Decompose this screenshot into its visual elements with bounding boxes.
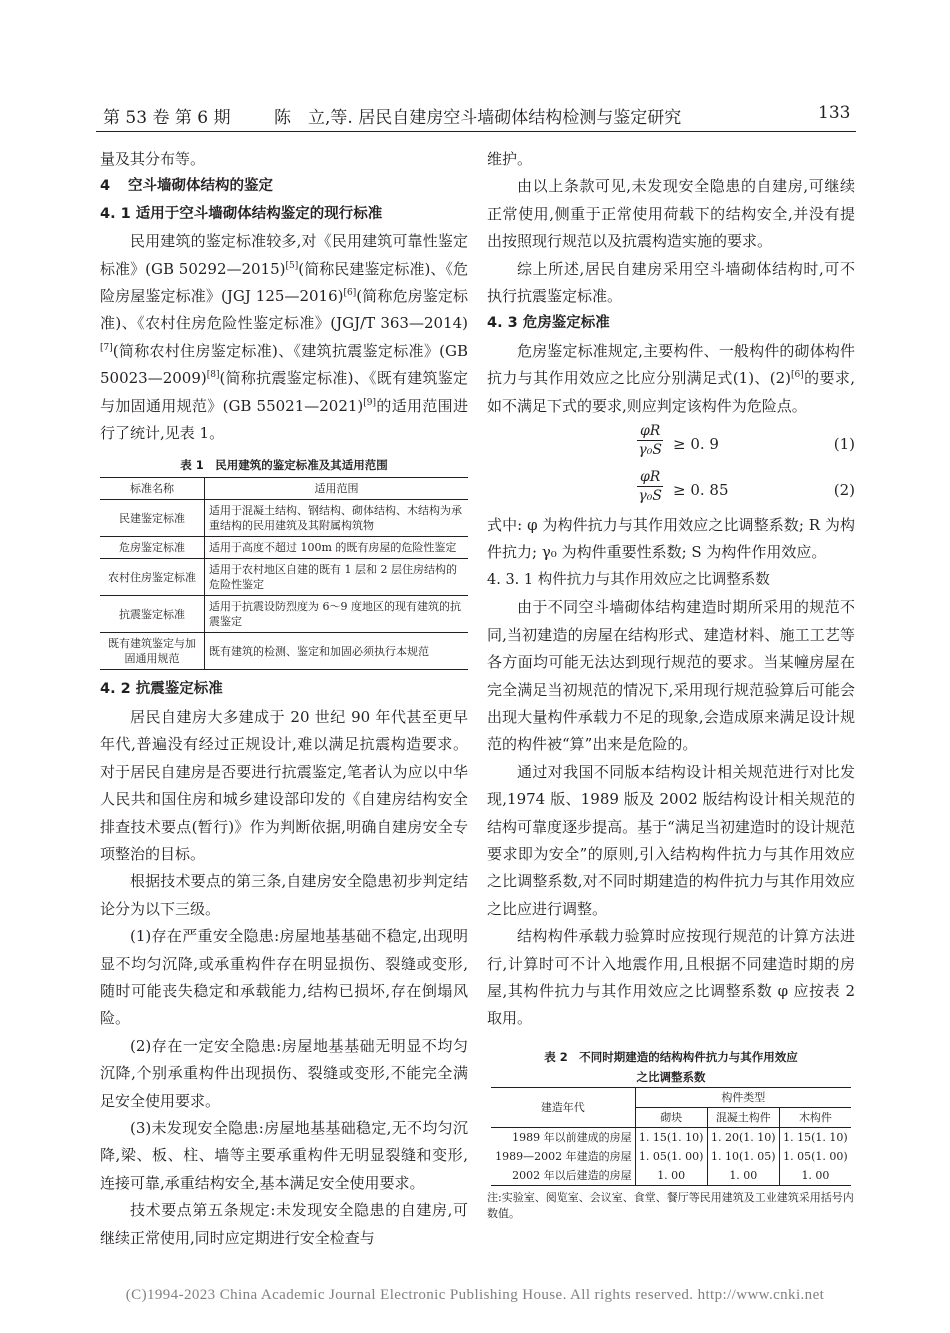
header-rule [96, 131, 856, 132]
table-caption: 表 1 民用建筑的鉴定标准及其适用范围 [180, 458, 388, 473]
table-caption: 表 2 不同时期建造的结构构件抗力与其作用效应 [544, 1049, 798, 1064]
table-row: 危房鉴定标准 适用于高度不超过 100m 的既有房屋的危险性鉴定 [100, 537, 468, 559]
eq-rhs: ≥ 0. 9 [673, 435, 719, 454]
subsection-heading: 4. 1 适用于空斗墙砌体结构鉴定的现行标准 [100, 205, 383, 222]
subsection-heading: 4. 3 危房鉴定标准 [487, 315, 610, 332]
table-header: 木构件 [779, 1107, 851, 1127]
citation[interactable]: [7] [100, 342, 113, 353]
paragraph: 居民自建房大多建成于 20 世纪 90 年代甚至更早年代,普遍没有经过正规设计,难以满足抗震构造要求。对于居民自建房是否要进行抗震鉴定,笔者认为应以中华人民共和国住房和城乡建设部印发的《自建房结构安全排查技术要点(暂行)》作为判断依据,明确自建房安全专项整治的目标。 [100, 707, 468, 863]
paragraph: (2)存在一定安全隐患:房屋地基基础无明显不均匀沉降,个别承重构件出现损伤、裂缝或变形,不能完全满足安全使用要求。 [100, 1036, 468, 1110]
eq-label: (1) [833, 435, 855, 454]
eq-rhs: ≥ 0. 85 [673, 481, 729, 500]
citation[interactable]: [6] [343, 288, 357, 299]
table-row: 2002 年以后建造的房屋 1. 00 1. 00 1. 00 [491, 1166, 851, 1186]
table-row: 抗震鉴定标准 适用于抗震设防烈度为 6～9 度地区的现有建筑的抗震鉴定 [100, 596, 468, 633]
table-row: 1989 年以前建成的房屋 1. 15(1. 10) 1. 20(1. 10) 1. 15(1. 10) [491, 1127, 851, 1147]
eq-denominator: γ₀S [638, 442, 662, 459]
table-row: 1989—2002 年建造的房屋 1. 05(1. 00) 1. 10(1. 05) 1. 05(1. 00) [491, 1147, 851, 1166]
copyright-footer: (C)1994-2023 China Academic Journal Electronic Publishing House. All rights reserved. http://www.cnki.net [125, 1287, 825, 1303]
eq-label: (2) [833, 481, 855, 500]
citation[interactable]: [8] [206, 370, 220, 381]
subsection-heading: 4. 2 抗震鉴定标准 [100, 681, 223, 698]
paragraph: 由于不同空斗墙砌体结构建造时期所采用的规范不同,当初建造的房屋在结构形式、建造材料、施工工艺等各方面均可能无法达到现行规范的要求。当某幢房屋在完全满足当初规范的情况下,采用现行规范验算后可能会出现大量构件承载力不足的现象,会造成原来满足设计规范的构件被“算”出来是危险的。 [487, 598, 855, 754]
table-header: 适用范围 [205, 478, 469, 500]
eq-denominator: γ₀S [638, 488, 662, 505]
table-header: 构件类型 [635, 1087, 851, 1107]
eq-numerator: φR [637, 468, 663, 487]
left-column [100, 146, 468, 1252]
citation[interactable]: [5] [285, 260, 299, 271]
paragraph: (1)存在严重安全隐患:房屋地基基础不稳定,出现明显不均匀沉降,或承重构件存在明显损伤、裂缝或变形,随时可能丧失稳定和承载能力,结构已损坏,存在倒塌风险。 [100, 927, 468, 1028]
section-heading: 4 空斗墙砌体结构的鉴定 [100, 178, 273, 195]
table-header: 标准名称 [100, 478, 205, 500]
standards-table [100, 477, 468, 670]
table-header: 建造年代 [491, 1087, 635, 1127]
table-header: 混凝土构件 [707, 1107, 779, 1127]
paragraph: 式中: φ 为构件抗力与其作用效应之比调整系数; R 为构件抗力; γ₀ 为构件重要性系数; S 为构件作用效应。 [487, 516, 855, 562]
running-title: 陈 立,等. 居民自建房空斗墙砌体结构检测与鉴定研究 [274, 108, 682, 128]
table-note: 注:实验室、阅览室、会议室、食堂、餐厅等民用建筑及工业建筑采用括号内数值。 [487, 1190, 854, 1220]
paragraph: 结构构件承载力验算时应按现行规范的计算方法进行,计算时可不计入地震作用,且根据不同建造时期的房屋,其构件抗力与其作用效应之比调整系数 φ 应按表 2 取用。 [487, 927, 855, 1028]
subsubsection-heading: 4. 3. 1 构件抗力与其作用效应之比调整系数 [487, 571, 770, 588]
paragraph: 技术要点第五条规定:未发现安全隐患的自建房,可继续正常使用,同时应定期进行安全检查与 [100, 1201, 468, 1247]
paragraph: 危房鉴定标准规定,主要构件、一般构件的砌体构件抗力与其作用效应之比应分别满足式(1)、(2)[6]的要求,如不满足下式的要求,则应判定该构件为危险点。 [487, 341, 855, 415]
equation-2 [487, 466, 855, 512]
page-number: 133 [818, 103, 851, 123]
paragraph: 根据技术要点的第三条,自建房安全隐患初步判定结论分为以下三级。 [100, 872, 468, 918]
paragraph: 维护。 [487, 150, 533, 168]
paragraph: 通过对我国不同版本结构设计相关规范进行对比发现,1974 版、1989 版及 2002 版结构设计相关规范的结构可靠度逐步提高。基于“满足当初建造时的设计规范要求即为安全”的原则,引入结构构件抗力与其作用效应之比调整系数,对不同时期建造的构件抗力与其作用效应之比应进行调整。 [487, 762, 855, 918]
citation[interactable]: [6] [791, 370, 804, 381]
equation-1 [487, 420, 855, 466]
table-header: 砌块 [635, 1107, 707, 1127]
paragraph: 民用建筑的鉴定标准较多,对《民用建筑可靠性鉴定标准》(GB 50292—2015)[5](简称民建鉴定标准)、《危险房屋鉴定标准》(JGJ 125—2016)[6](简称危房鉴定标准)、《农村住房危险性鉴定标准》(JGJ/T 363—2014)[7](简称农村住房鉴定标准)、《建筑抗震鉴定标准》(GB 50023—2009)[8](简称抗震鉴定标准)、《既有建筑鉴定与加固通用规范》(GB 55021—2021)[9]的适用范围进行了统计,见表 1。 [100, 232, 468, 443]
table-caption-line2: 之比调整系数 [636, 1069, 706, 1084]
paragraph: 由以上条款可见,未发现安全隐患的自建房,可继续正常使用,侧重于正常使用荷载下的结构安全,并没有提出按照现行规范以及抗震构造实施的要求。 [487, 177, 855, 251]
paragraph: 综上所述,居民自建房采用空斗墙砌体结构时,可不执行抗震鉴定标准。 [487, 259, 855, 306]
table-row: 农村住房鉴定标准 适用于农村地区自建的既有 1 层和 2 层住房结构的危险性鉴定 [100, 559, 468, 596]
right-column [487, 146, 855, 1222]
eq-numerator: φR [637, 422, 663, 441]
paragraph: (3)未发现安全隐患:房屋地基基础稳定,无不均匀沉降,梁、板、柱、墙等主要承重构件无明显裂缝和变形,连接可靠,承重结构安全,基本满足安全使用要求。 [100, 1118, 468, 1192]
table-row: 既有建筑鉴定与加固通用规范 既有建筑的检测、鉴定和加固必须执行本规范 [100, 633, 468, 670]
citation[interactable]: [9] [363, 397, 377, 408]
table-row: 民建鉴定标准 适用于混凝土结构、钢结构、砌体结构、木结构为承重结构的民用建筑及其附属构筑物 [100, 500, 468, 537]
journal-volume: 第 53 卷 第 6 期 [103, 108, 231, 128]
adjustment-table [491, 1087, 851, 1186]
paragraph: 量及其分布等。 [100, 150, 206, 168]
